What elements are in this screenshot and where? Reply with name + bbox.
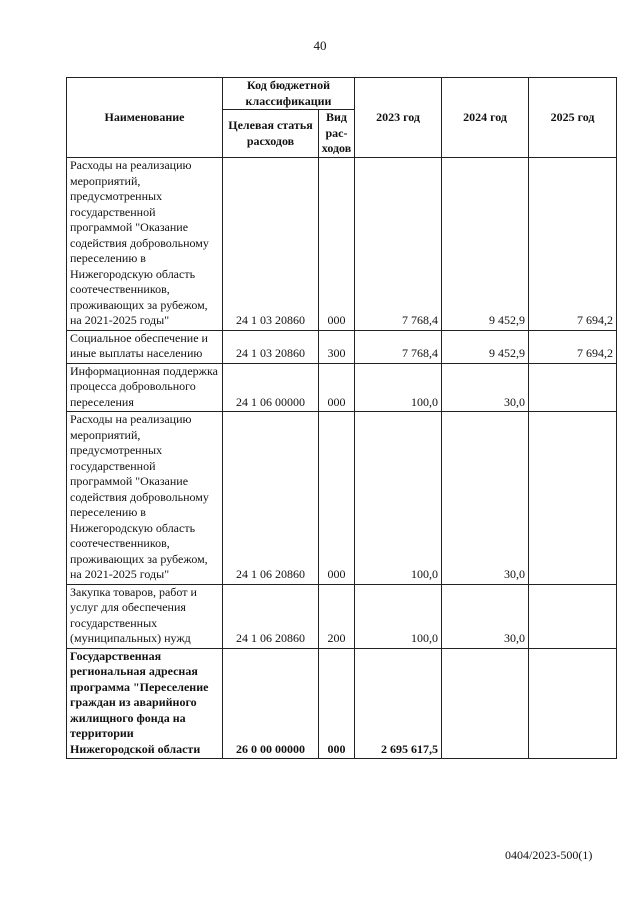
header-target-article: Целевая статья расходов <box>223 110 319 158</box>
row-name-cell: Расходы на реализацию мероприятий, предусмотренных государственной программой "Оказание содействия добровольному переселению в Нижегородскую область соотечественников, проживающих за рубежом, на 2021-2025 годы" <box>67 158 223 331</box>
row-2024-cell: 30,0 <box>442 363 529 412</box>
row-2023-cell: 100,0 <box>355 412 442 585</box>
header-2025: 2025 год <box>529 78 617 158</box>
row-name-cell: Расходы на реализацию мероприятий, предусмотренных государственной программой "Оказание содействия добровольному переселению в Нижегородскую область соотечественников, проживающих за рубежом, на 2021-2025 годы" <box>67 412 223 585</box>
table-row <box>67 363 617 412</box>
row-2024-cell: 30,0 <box>442 412 529 585</box>
budget-table <box>66 77 617 759</box>
row-expense-kind-cell: 000 <box>319 363 355 412</box>
row-2024-cell: 9 452,9 <box>442 158 529 331</box>
row-target-article-cell: 26 0 00 00000 <box>223 648 319 759</box>
table-header <box>67 78 617 158</box>
row-2023-cell: 7 768,4 <box>355 330 442 363</box>
row-target-article-cell: 24 1 03 20860 <box>223 330 319 363</box>
row-name-cell: Государственная региональная адресная программа "Переселение граждан из аварийного жилищного фонда на территории Нижегородской области <box>67 648 223 759</box>
table-row <box>67 648 617 759</box>
row-2024-cell: 9 452,9 <box>442 330 529 363</box>
table-row <box>67 412 617 585</box>
row-2024-cell <box>442 648 529 759</box>
row-target-article-cell: 24 1 06 20860 <box>223 584 319 648</box>
row-2025-cell <box>529 363 617 412</box>
row-2025-cell <box>529 648 617 759</box>
row-2025-cell: 7 694,2 <box>529 158 617 331</box>
row-name-cell: Социальное обеспечение и иные выплаты населению <box>67 330 223 363</box>
table-body <box>67 158 617 759</box>
row-2024-cell: 30,0 <box>442 584 529 648</box>
row-expense-kind-cell: 000 <box>319 648 355 759</box>
row-target-article-cell: 24 1 06 00000 <box>223 363 319 412</box>
row-2025-cell: 7 694,2 <box>529 330 617 363</box>
row-target-article-cell: 24 1 06 20860 <box>223 412 319 585</box>
row-2025-cell <box>529 584 617 648</box>
row-expense-kind-cell: 200 <box>319 584 355 648</box>
header-2023: 2023 год <box>355 78 442 158</box>
document-code: 0404/2023-500(1) <box>505 848 593 862</box>
header-code-group: Код бюджетной классификации <box>223 78 355 110</box>
row-2023-cell: 2 695 617,5 <box>355 648 442 759</box>
table-row <box>67 330 617 363</box>
page-number: 40 <box>313 38 327 53</box>
row-2023-cell: 100,0 <box>355 363 442 412</box>
row-name-cell: Информационная поддержка процесса добровольного переселения <box>67 363 223 412</box>
table-row <box>67 584 617 648</box>
row-2023-cell: 100,0 <box>355 584 442 648</box>
row-target-article-cell: 24 1 03 20860 <box>223 158 319 331</box>
row-2023-cell: 7 768,4 <box>355 158 442 331</box>
row-expense-kind-cell: 000 <box>319 158 355 331</box>
header-2024: 2024 год <box>442 78 529 158</box>
header-expense-kind: Вид рас-ходов <box>319 110 355 158</box>
row-2025-cell <box>529 412 617 585</box>
row-expense-kind-cell: 300 <box>319 330 355 363</box>
table-row <box>67 158 617 331</box>
header-name: Наименование <box>67 78 223 158</box>
row-name-cell: Закупка товаров, работ и услуг для обеспечения государственных (муниципальных) нужд <box>67 584 223 648</box>
row-expense-kind-cell: 000 <box>319 412 355 585</box>
